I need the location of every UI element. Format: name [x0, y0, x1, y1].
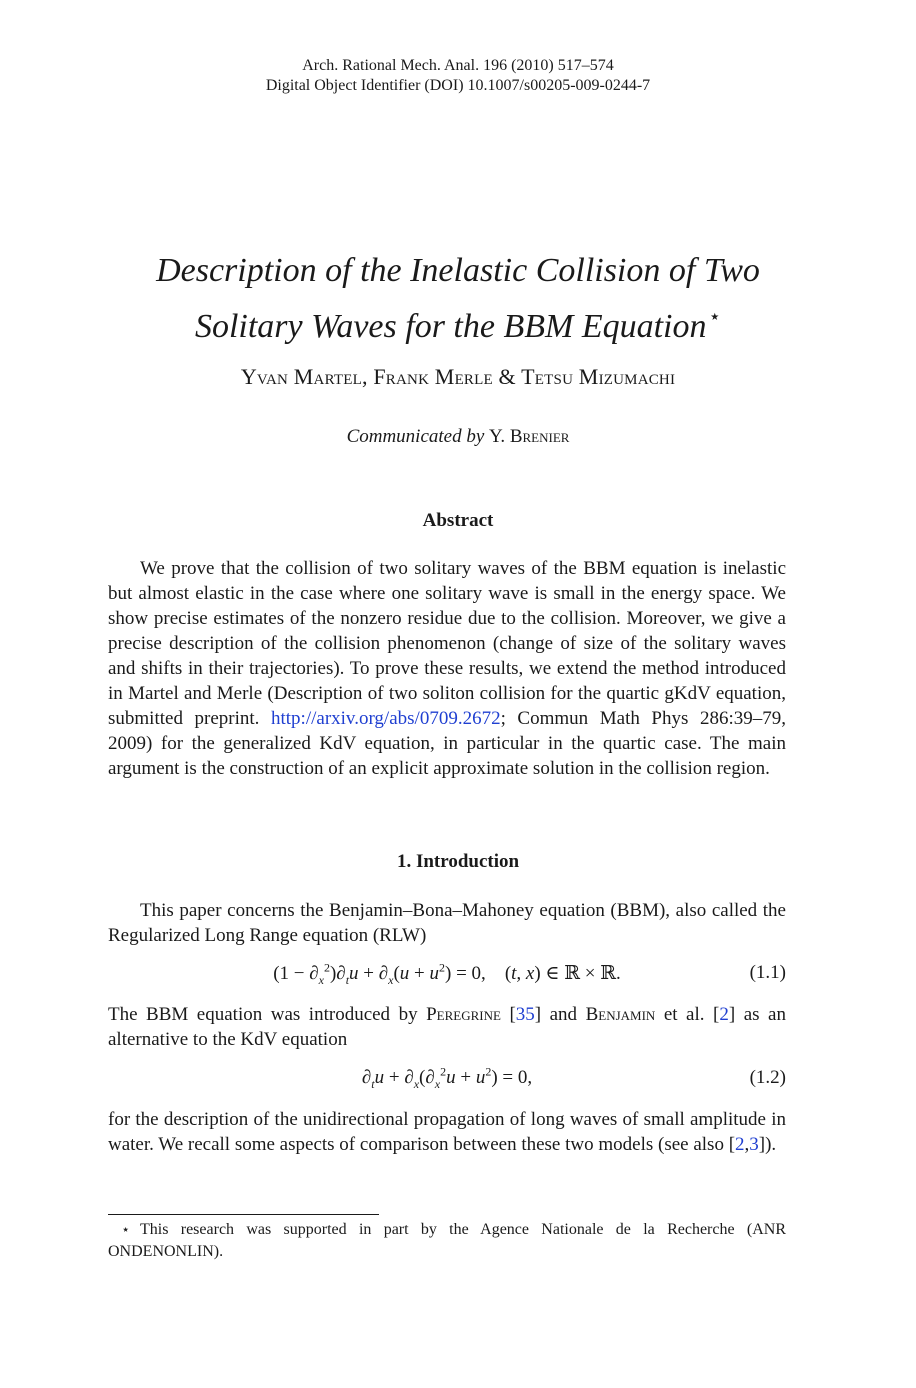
communicated-prefix: Communicated by: [346, 426, 485, 447]
p2-text-b: and: [541, 1004, 586, 1025]
equation-1-2-formula: $\partial_tu + \partial_x(\partial_x^2u + u^2) = 0$,: [361, 1064, 533, 1091]
p2-text-a: The BBM equation was introduced by: [108, 1004, 427, 1025]
abstract-text-part-1: We prove that the collision of two solitary waves of the BBM equation is inelastic but almost elastic in the case where one solitary wave is small in the energy space. We show precise estimates of the nonzero residue due to the collision. Moreover, we give a precise description of the collision phenomenon (change of size of the solitary waves and shifts in their trajectories). To prove these results, we extend the method introduced in Martel and Merle (Description of two soliton collision for the quartic gKdV equation, submitted preprint.: [108, 558, 786, 729]
p3-text-a: for the description of the unidirectional propagation of long waves of small amplitude in water. We recall some aspects of comparison between these two models (see also: [108, 1109, 786, 1155]
equation-1-2: [108, 1064, 786, 1093]
equation-1-1: [108, 962, 786, 988]
paper-title: [60, 248, 856, 350]
journal-citation: Arch. Rational Mech. Anal. 196 (2010) 517–574: [302, 57, 614, 74]
intro-paragraph-2: The BBM equation was introduced by Peregrine [35] and Benjamin et al. [2] as an alternative to the KdV equation: [108, 1004, 786, 1050]
footnote-mark: ⋆: [121, 1223, 130, 1238]
citation-2[interactable]: 2: [719, 1004, 729, 1025]
abstract-heading: Abstract: [422, 510, 494, 531]
equation-1-1-formula: $(1 - \partial_x^2)\partial_tu + \partial_x(u + u^2) = 0$, (t, x) ∈ ℝ × ℝ.: [273, 960, 621, 987]
title-line-2-text: Solitary Waves for the BBM Equation: [194, 308, 707, 345]
communicated-by: [0, 426, 916, 448]
intro-paragraph-3: for the description of the unidirectional propagation of long waves of small amplitude in water. We recall some aspects of comparison between these two models (see also [2,3]).: [108, 1109, 786, 1155]
footnote-divider: [108, 1214, 379, 1215]
citation-separator: ,: [744, 1134, 750, 1155]
title-line-2: [60, 294, 856, 350]
arxiv-link[interactable]: http://arxiv.org/abs/0709.2672: [271, 708, 501, 729]
abstract-text: [108, 556, 786, 781]
communicated-name: Y. Brenier: [489, 426, 570, 447]
footnote: [108, 1219, 786, 1262]
equation-1-2-number: (1.2): [749, 1067, 786, 1088]
journal-header: [0, 56, 916, 96]
p2-text-c: et al.: [655, 1004, 714, 1025]
citation-2b[interactable]: 2: [735, 1134, 745, 1155]
footnote-text: This research was supported in part by the Agence Nationale de la Recherche (ANR ONDENONLIN).: [108, 1221, 786, 1260]
introduction-heading: 1. Introduction: [396, 851, 520, 872]
title-line-1: Description of the Inelastic Collision of Two: [156, 252, 760, 289]
equation-1-1-number: (1.1): [749, 962, 786, 983]
p2-text-d: as an alternative to the KdV equation: [108, 1004, 786, 1050]
author-benjamin: Benjamin: [585, 1004, 656, 1025]
doi-line: Digital Object Identifier (DOI) 10.1007/s00205-009-0244-7: [265, 77, 651, 94]
title-footnote-mark[interactable]: ⋆: [708, 306, 722, 328]
citation-35[interactable]: 35: [515, 1004, 535, 1025]
p3-text-b: ]).: [758, 1134, 777, 1155]
author-peregrine: Peregrine: [426, 1004, 501, 1025]
authors: Yvan Martel, Frank Merle & Tetsu Mizumachi: [240, 364, 676, 389]
intro-paragraph-1: This paper concerns the Benjamin–Bona–Mahoney equation (BBM), also called the Regularized Long Range equation (RLW): [108, 900, 786, 946]
abstract-text-part-2: ; Commun Math Phys 286:39–79, 2009) for the generalized KdV equation, in particular in the quartic case. The main argument is the construction of an explicit approximate solution in the collision region.: [108, 708, 786, 779]
citation-3[interactable]: 3: [749, 1134, 759, 1155]
